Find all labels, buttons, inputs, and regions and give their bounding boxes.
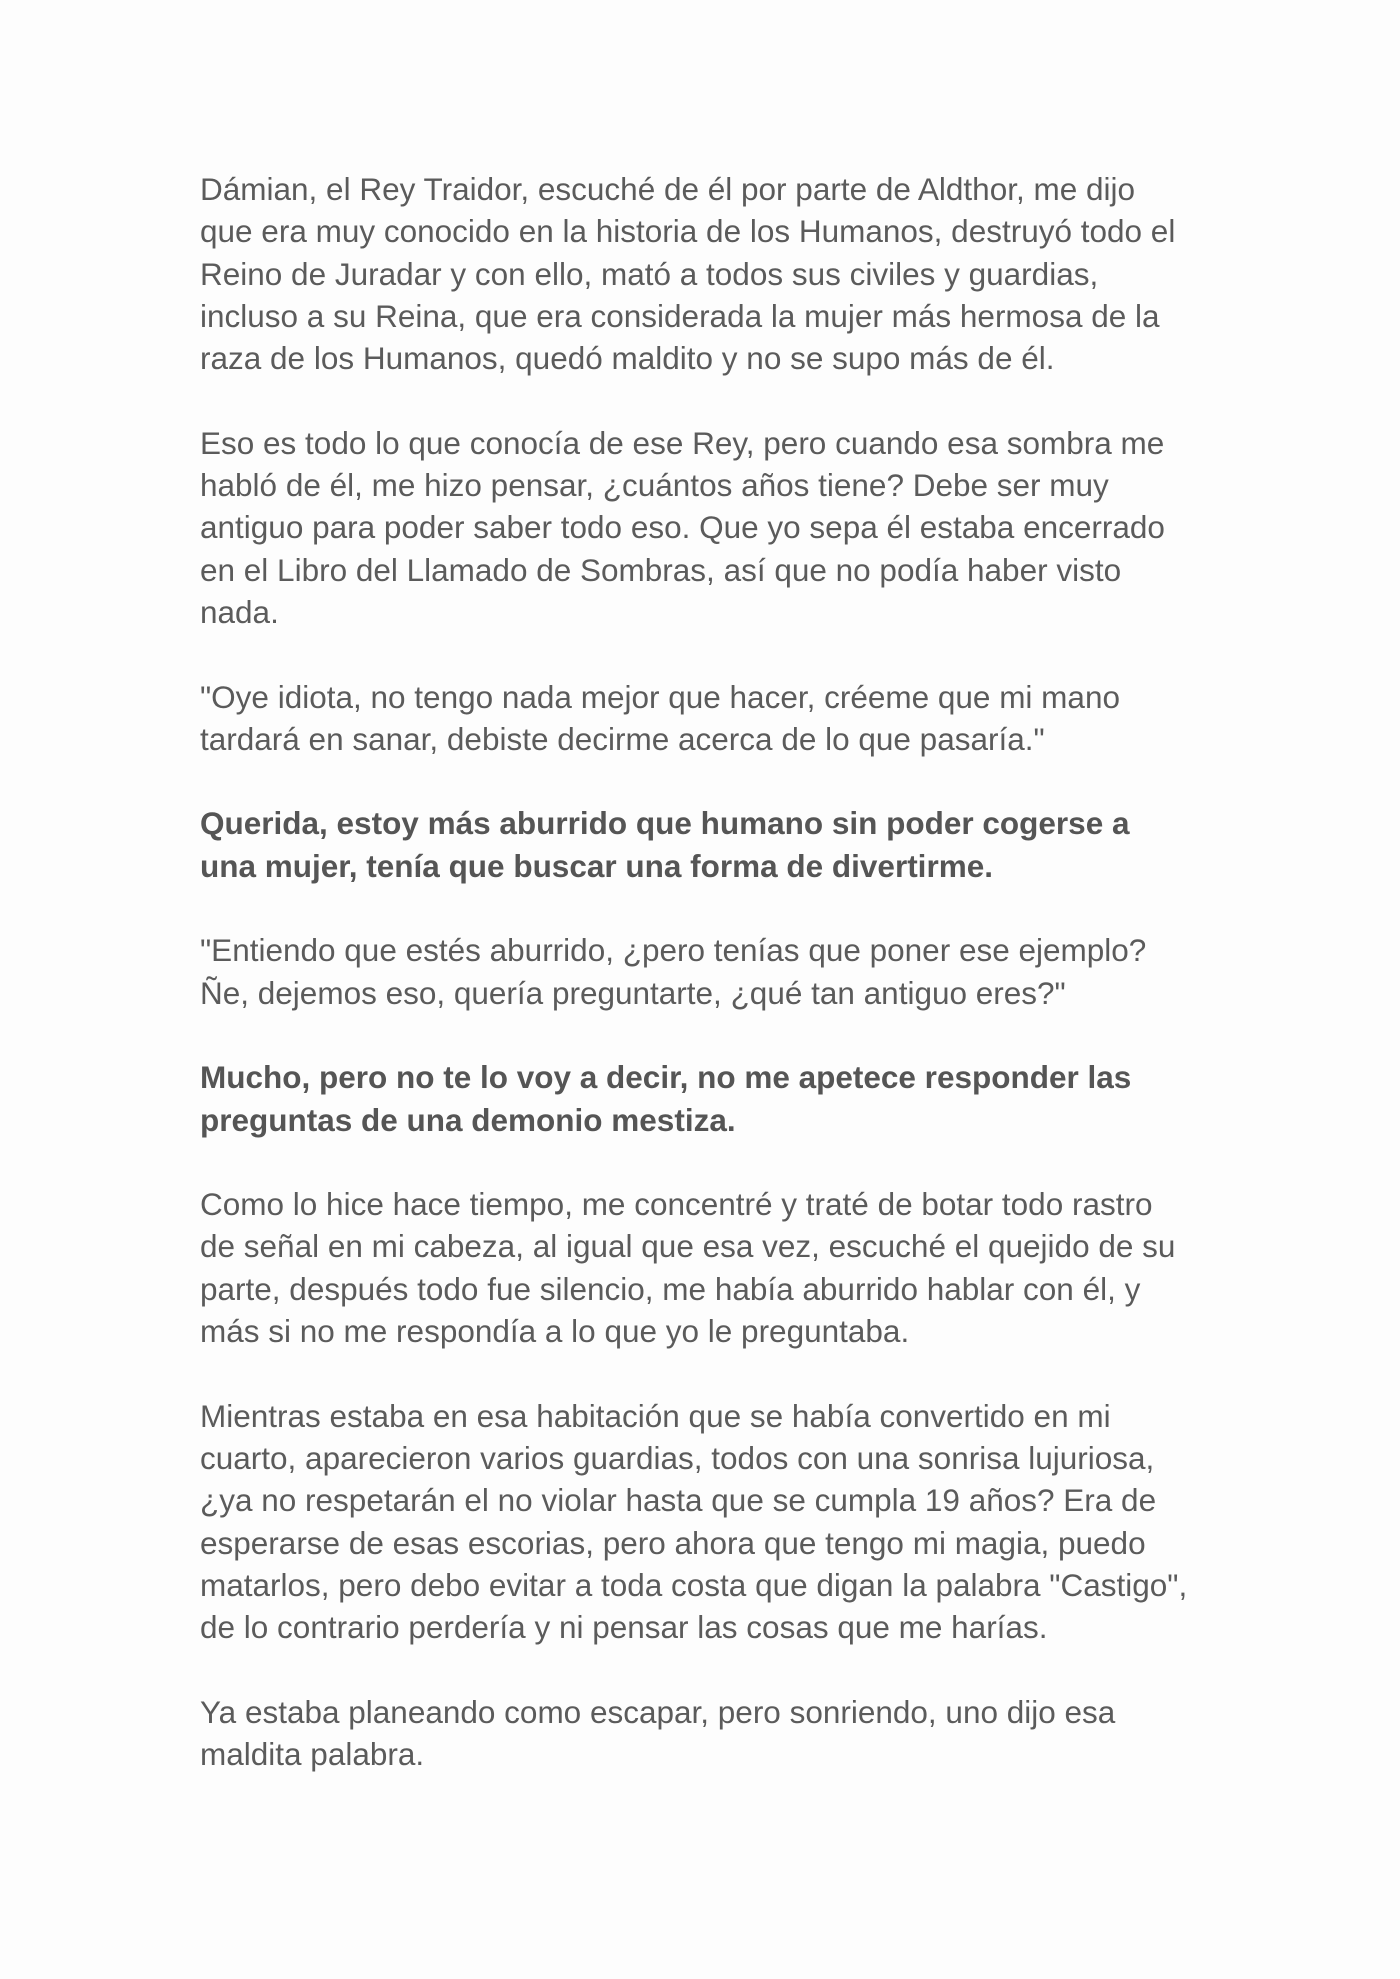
text-line: matarlos, pero debo evitar a toda costa que digan la palabra "Castigo", (200, 1566, 1188, 1603)
text-line: "Oye idiota, no tengo nada mejor que hacer, créeme que mi mano (200, 678, 1120, 715)
text-line: maldita palabra. (200, 1735, 425, 1772)
text-line: cuarto, aparecieron varios guardias, todos con una sonrisa lujuriosa, (200, 1439, 1155, 1476)
text-line: ¿ya no respetarán el no violar hasta que se cumpla 19 años? Era de (200, 1482, 1157, 1519)
text-line: tardará en sanar, debiste decirme acerca de lo que pasaría." (200, 720, 1045, 757)
text-line: Ñe, dejemos eso, quería preguntarte, ¿qué tan antiguo eres?" (200, 974, 1066, 1011)
paragraph (200, 1395, 1210, 1649)
text-line: Mientras estaba en esa habitación que se había convertido en mi (200, 1397, 1111, 1434)
bold-dialogue-paragraph (200, 1056, 1210, 1141)
text-line: una mujer, tenía que buscar una forma de divertirme. (200, 847, 993, 884)
paragraph (200, 1183, 1210, 1352)
text-line: Ya estaba planeando como escapar, pero sonriendo, uno dijo esa (200, 1693, 1116, 1730)
text-line: en el Libro del Llamado de Sombras, así que no podía haber visto (200, 551, 1122, 588)
text-line: Dámian, el Rey Traidor, escuché de él por parte de Aldthor, me dijo (200, 171, 1136, 207)
text-line: de señal en mi cabeza, al igual que esa vez, escuché el quejido de su (200, 1228, 1176, 1265)
dialogue-paragraph (200, 676, 1210, 761)
dialogue-paragraph (200, 929, 1210, 1014)
text-line: Como lo hice hace tiempo, me concentré y traté de botar todo rastro (200, 1186, 1153, 1223)
text-line: que era muy conocido en la historia de los Humanos, destruyó todo el (200, 213, 1176, 250)
text-line: Querida, estoy más aburrido que humano sin poder cogerse a (200, 805, 1130, 842)
text-line: nada. (200, 593, 279, 630)
text-line: raza de los Humanos, quedó maldito y no se supo más de él. (200, 340, 1055, 377)
text-line: esperarse de esas escorias, pero ahora que tengo mi magia, puedo (200, 1524, 1146, 1561)
paragraph (200, 422, 1210, 633)
text-line: Eso es todo lo que conocía de ese Rey, pero cuando esa sombra me (200, 424, 1165, 461)
bold-dialogue-paragraph (200, 802, 1210, 887)
text-line: parte, después todo fue silencio, me había aburrido hablar con él, y (200, 1270, 1141, 1307)
paragraph (200, 168, 1210, 379)
text-line: preguntas de una demonio mestiza. (200, 1101, 736, 1138)
text-line: habló de él, me hizo pensar, ¿cuántos años tiene? Debe ser muy (200, 467, 1109, 504)
paragraph (200, 1691, 1210, 1776)
text-line: antiguo para poder saber todo eso. Que yo sepa él estaba encerrado (200, 509, 1165, 546)
document-page (200, 168, 1210, 1818)
text-line: más si no me respondía a lo que yo le preguntaba. (200, 1313, 910, 1350)
text-line: Reino de Juradar y con ello, mató a todos sus civiles y guardias, (200, 255, 1099, 292)
text-line: incluso a su Reina, que era considerada la mujer más hermosa de la (200, 297, 1160, 334)
text-line: de lo contrario perdería y ni pensar las cosas que me harías. (200, 1609, 1048, 1646)
text-line: "Entiendo que estés aburrido, ¿pero tenías que poner ese ejemplo? (200, 932, 1147, 969)
text-line: Mucho, pero no te lo voy a decir, no me apetece responder las (200, 1059, 1132, 1096)
